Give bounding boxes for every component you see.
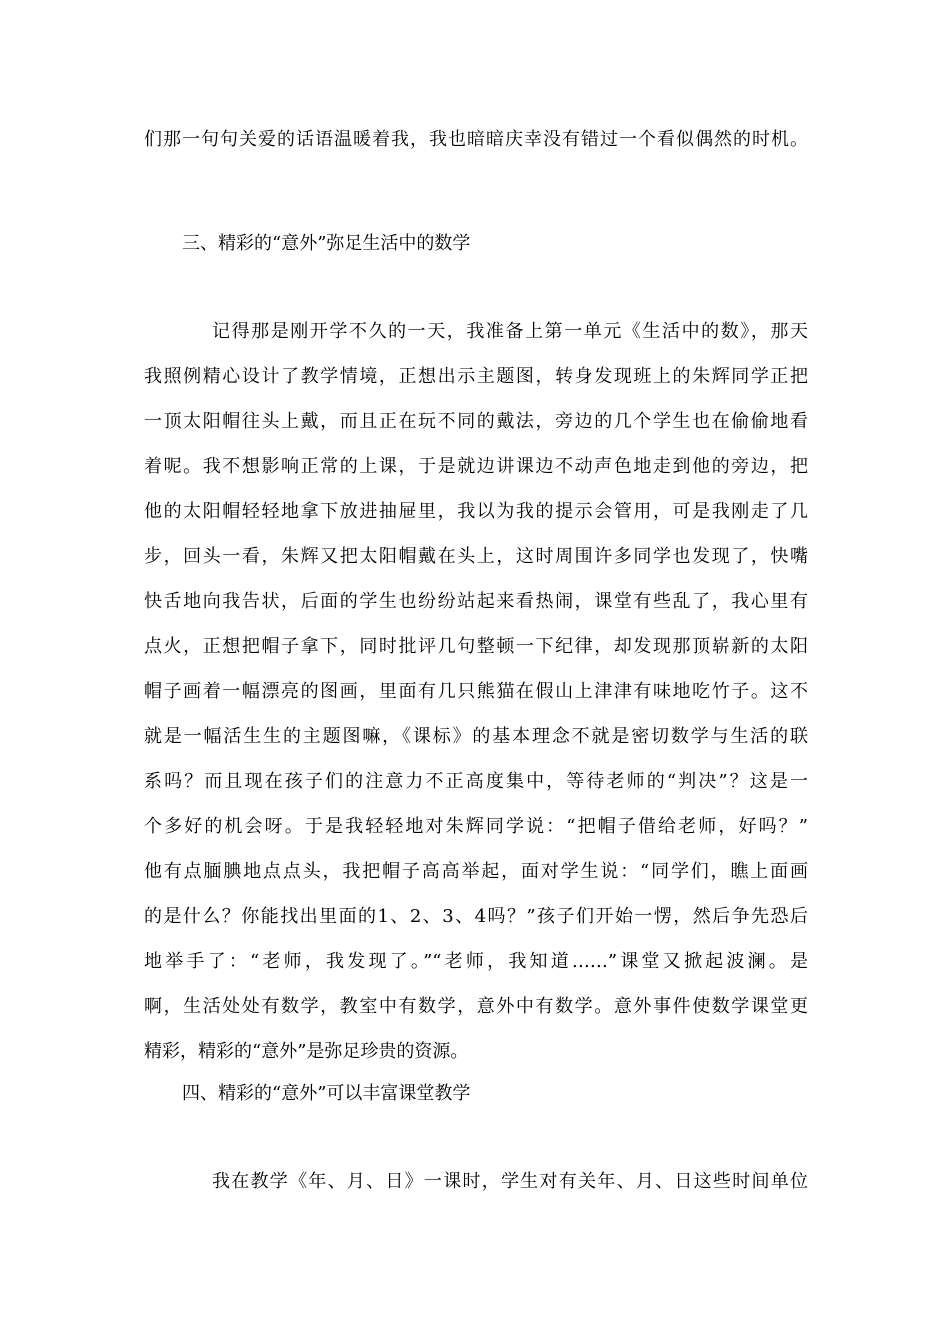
paragraph-line: 帽子画着一幅漂亮的图画，里面有几只熊猫在假山上津津有味地吃竹子。这不	[144, 681, 808, 702]
section-heading-4: 四、精彩的“意外”可以丰富课堂教学	[182, 1083, 471, 1104]
paragraph-section-4-line: 我在教学《年、月、日》一课时，学生对有关年、月、日这些时间单位	[212, 1171, 808, 1192]
paragraph-line: 快舌地向我告状，后面的学生也纷纷站起来看热闹，课堂有些乱了，我心里有	[144, 591, 808, 612]
paragraph-line: 地举手了：“老师，我发现了。”“老师，我知道……”课堂又掀起波澜。是	[144, 951, 808, 972]
paragraph-line: 他的太阳帽轻轻地拿下放进抽屉里，我以为我的提示会管用，可是我刚走了几	[144, 501, 808, 522]
paragraph-line: 他有点腼腆地点点头，我把帽子高高举起，面对学生说：“同学们，瞧上面画	[144, 861, 808, 882]
paragraph-line: 我照例精心设计了教学情境，正想出示主题图，转身发现班上的朱辉同学正把	[144, 366, 808, 387]
paragraph-line: 就是一幅活生生的主题图嘛，《课标》的基本理念不就是密切数学与生活的联	[144, 726, 808, 747]
paragraph-line: 啊，生活处处有数学，教室中有数学，意外中有数学。意外事件使数学课堂更	[144, 996, 808, 1017]
paragraph-line: 的是什么？你能找出里面的1、2、3、4吗？”孩子们开始一愣，然后争先恐后	[144, 906, 808, 927]
paragraph-line: 系吗？而且现在孩子们的注意力不正高度集中，等待老师的“判决”？这是一	[144, 771, 808, 792]
paragraph-line: 个多好的机会呀。于是我轻轻地对朱辉同学说：“把帽子借给老师，好吗？”	[144, 816, 808, 837]
paragraph-line: 步，回头一看，朱辉又把太阳帽戴在头上，这时周围许多同学也发现了，快嘴	[144, 546, 808, 567]
paragraph-line: 着呢。我不想影响正常的上课，于是就边讲课边不动声色地走到他的旁边，把	[144, 456, 808, 477]
paragraph-line: 点火，正想把帽子拿下，同时批评几句整顿一下纪律，却发现那顶崭新的太阳	[144, 636, 808, 657]
paragraph-line: 一顶太阳帽往头上戴，而且正在玩不同的戴法，旁边的几个学生也在偷偷地看	[144, 411, 808, 432]
paragraph-continuation: 们那一句句关爱的话语温暖着我，我也暗暗庆幸没有错过一个看似偶然的时机。	[144, 129, 808, 150]
paragraph-line: 记得那是刚开学不久的一天，我准备上第一单元《生活中的数》，那天	[212, 321, 808, 342]
section-heading-3: 三、精彩的“意外”弥足生活中的数学	[182, 233, 471, 254]
paragraph-line: 精彩，精彩的“意外”是弥足珍贵的资源。	[144, 1041, 469, 1062]
